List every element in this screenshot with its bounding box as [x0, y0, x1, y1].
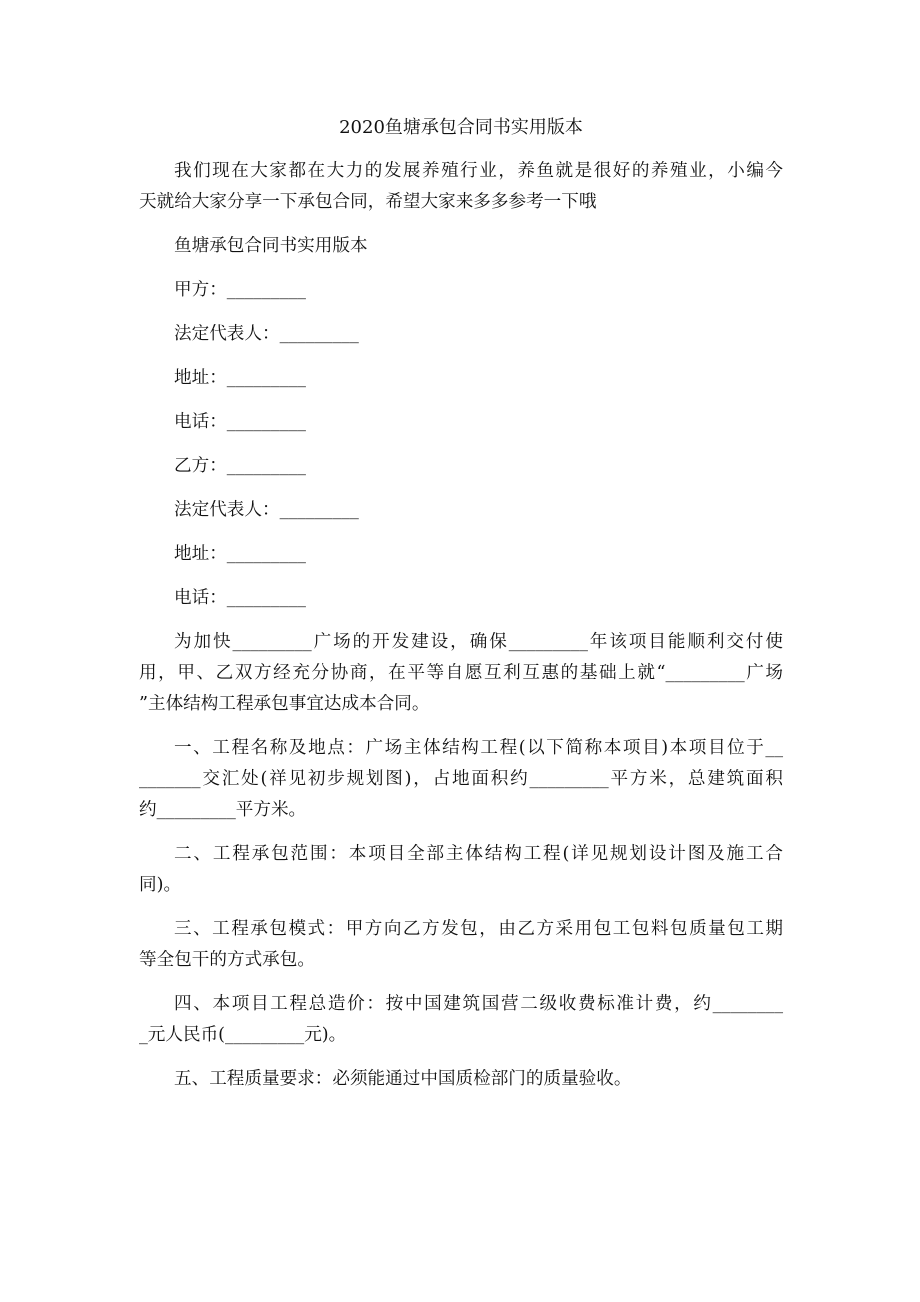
paragraph-line: 电话：_________ [174, 588, 306, 608]
paragraph-line: 五、工程质量要求：必须能通过中国质检部门的质量验收。 [174, 1069, 632, 1089]
paragraph-line: 等全包干的方式承包。 [139, 950, 315, 970]
paragraph-line: 二、工程承包范围：本项目全部主体结构工程(详见规划设计图及施工合 [174, 844, 783, 864]
paragraph-line: 地址：_________ [174, 368, 306, 388]
paragraph [139, 451, 783, 482]
paragraph-line: 同)。 [139, 875, 182, 895]
paragraph-line: 约_________平方米。 [139, 800, 307, 820]
paragraph [139, 839, 783, 901]
paragraph [139, 1064, 783, 1095]
paragraph-line: _______交汇处(祥见初步规划图)，占地面积约_________平方米，总建筑面积 [139, 769, 783, 789]
paragraph-line: _元人民币(_________元)。 [139, 1025, 347, 1045]
paragraph [139, 733, 783, 826]
paragraph-line: 电话：_________ [174, 412, 306, 432]
document-body [139, 156, 783, 1095]
paragraph-line: 乙方：_________ [174, 456, 306, 476]
paragraph-line: 法定代表人：_________ [174, 500, 359, 520]
paragraph [139, 627, 783, 720]
document-page [139, 112, 783, 1108]
paragraph [139, 914, 783, 976]
paragraph [139, 231, 783, 262]
paragraph [139, 319, 783, 350]
paragraph [139, 989, 783, 1051]
paragraph-line: 甲方：_________ [174, 280, 306, 300]
document-title: 2020鱼塘承包合同书实用版本 [339, 117, 583, 138]
paragraph-line: 三、工程承包模式：甲方向乙方发包，由乙方采用包工包料包质量包工期 [174, 919, 783, 939]
paragraph-line: ”主体结构工程承包事宜达成本合同。 [139, 694, 430, 714]
paragraph-line: 天就给大家分享一下承包合同，希望大家来多多参考一下哦 [139, 192, 597, 212]
paragraph-line: 鱼塘承包合同书实用版本 [174, 236, 368, 256]
paragraph-line: 一、工程名称及地点：广场主体结构工程(以下简称本项目)本项目位于__ [174, 738, 783, 758]
paragraph [139, 156, 783, 218]
paragraph [139, 275, 783, 306]
paragraph-line: 法定代表人：_________ [174, 324, 359, 344]
paragraph-line: 四、本项目工程总造价：按中国建筑国营二级收费标准计费，约________ [174, 994, 783, 1014]
paragraph [139, 363, 783, 394]
paragraph-line: 用，甲、乙双方经充分协商，在平等自愿互利互惠的基础上就“_________广场 [139, 663, 783, 683]
paragraph-line: 为加快_________广场的开发建设，确保_________年该项目能顺利交付使 [174, 632, 783, 652]
paragraph [139, 583, 783, 614]
paragraph [139, 495, 783, 526]
paragraph [139, 407, 783, 438]
paragraph [139, 539, 783, 570]
paragraph-line: 我们现在大家都在大力的发展养殖行业，养鱼就是很好的养殖业，小编今 [174, 161, 783, 181]
paragraph-line: 地址：_________ [174, 544, 306, 564]
